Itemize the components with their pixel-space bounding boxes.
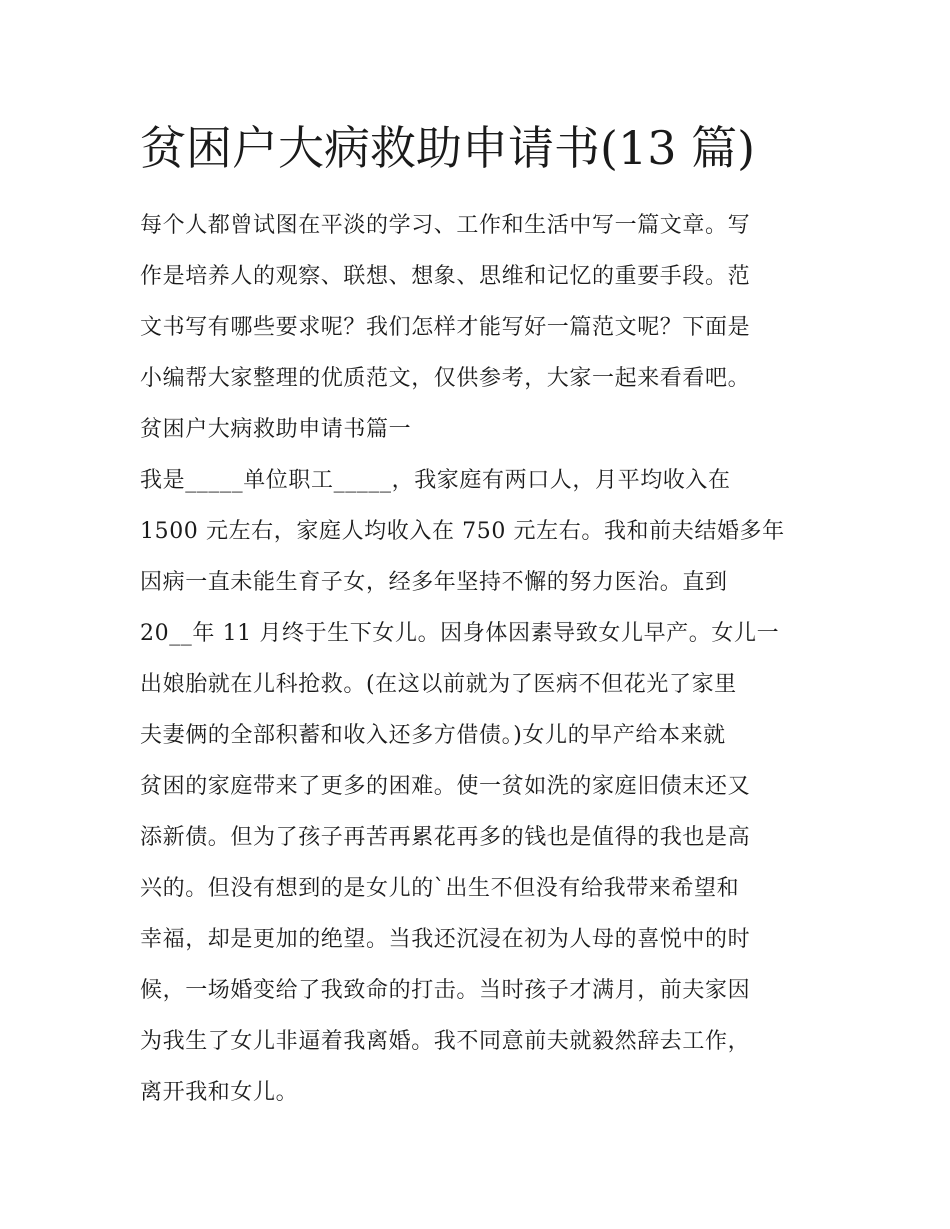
paragraph-line: 小编帮大家整理的优质范文，仅供参考，大家一起来看看吧。 <box>140 366 751 391</box>
paragraph-line: 因病一直未能生育子女，经多年坚持不懈的努力医治。直到 <box>140 570 728 595</box>
paragraph-line: 我是_____单位职工_____，我家庭有两口人，月平均收入在 <box>140 468 731 493</box>
paragraph-line: 1500 元左右，家庭人均收入在 750 元左右。我和前夫结婚多年 <box>140 519 785 544</box>
paragraph-line: 夫妻俩的全部积蓄和收入还多方借债。)女儿的早产给本来就 <box>140 723 726 748</box>
paragraph-line: 候，一场婚变给了我致命的打击。当时孩子才满月，前夫家因 <box>140 978 751 1003</box>
section-heading: 贫困户大病救助申请书篇一 <box>140 417 412 442</box>
paragraph-line: 兴的。但没有想到的是女儿的`出生不但没有给我带来希望和 <box>140 876 740 901</box>
paragraph-line: 添新债。但为了孩子再苦再累花再多的钱也是值得的我也是高 <box>140 825 751 850</box>
document-body <box>140 200 840 1118</box>
paragraph-line: 幸福，却是更加的绝望。当我还沉浸在初为人母的喜悦中的时 <box>140 927 751 952</box>
paragraph-line: 出娘胎就在儿科抢救。(在这以前就为了医病不但花光了家里 <box>140 672 737 697</box>
paragraph-line: 每个人都曾试图在平淡的学习、工作和生活中写一篇文章。写 <box>140 213 751 238</box>
paragraph-line: 离开我和女儿。 <box>140 1080 299 1105</box>
paragraph-line: 贫困的家庭带来了更多的困难。使一贫如洗的家庭旧债末还又 <box>140 774 751 799</box>
paragraph-line: 作是培养人的观察、联想、想象、思维和记忆的重要手段。范 <box>140 264 751 289</box>
document-title: 贫困户大病救助申请书(13 篇) <box>140 121 756 175</box>
paragraph-line: 为我生了女儿非逼着我离婚。我不同意前夫就毅然辞去工作， <box>140 1029 751 1054</box>
paragraph-line: 20__年 11 月终于生下女儿。因身体因素导致女儿早产。女儿一 <box>140 621 780 646</box>
paragraph-line: 文书写有哪些要求呢？我们怎样才能写好一篇范文呢？下面是 <box>140 315 751 340</box>
